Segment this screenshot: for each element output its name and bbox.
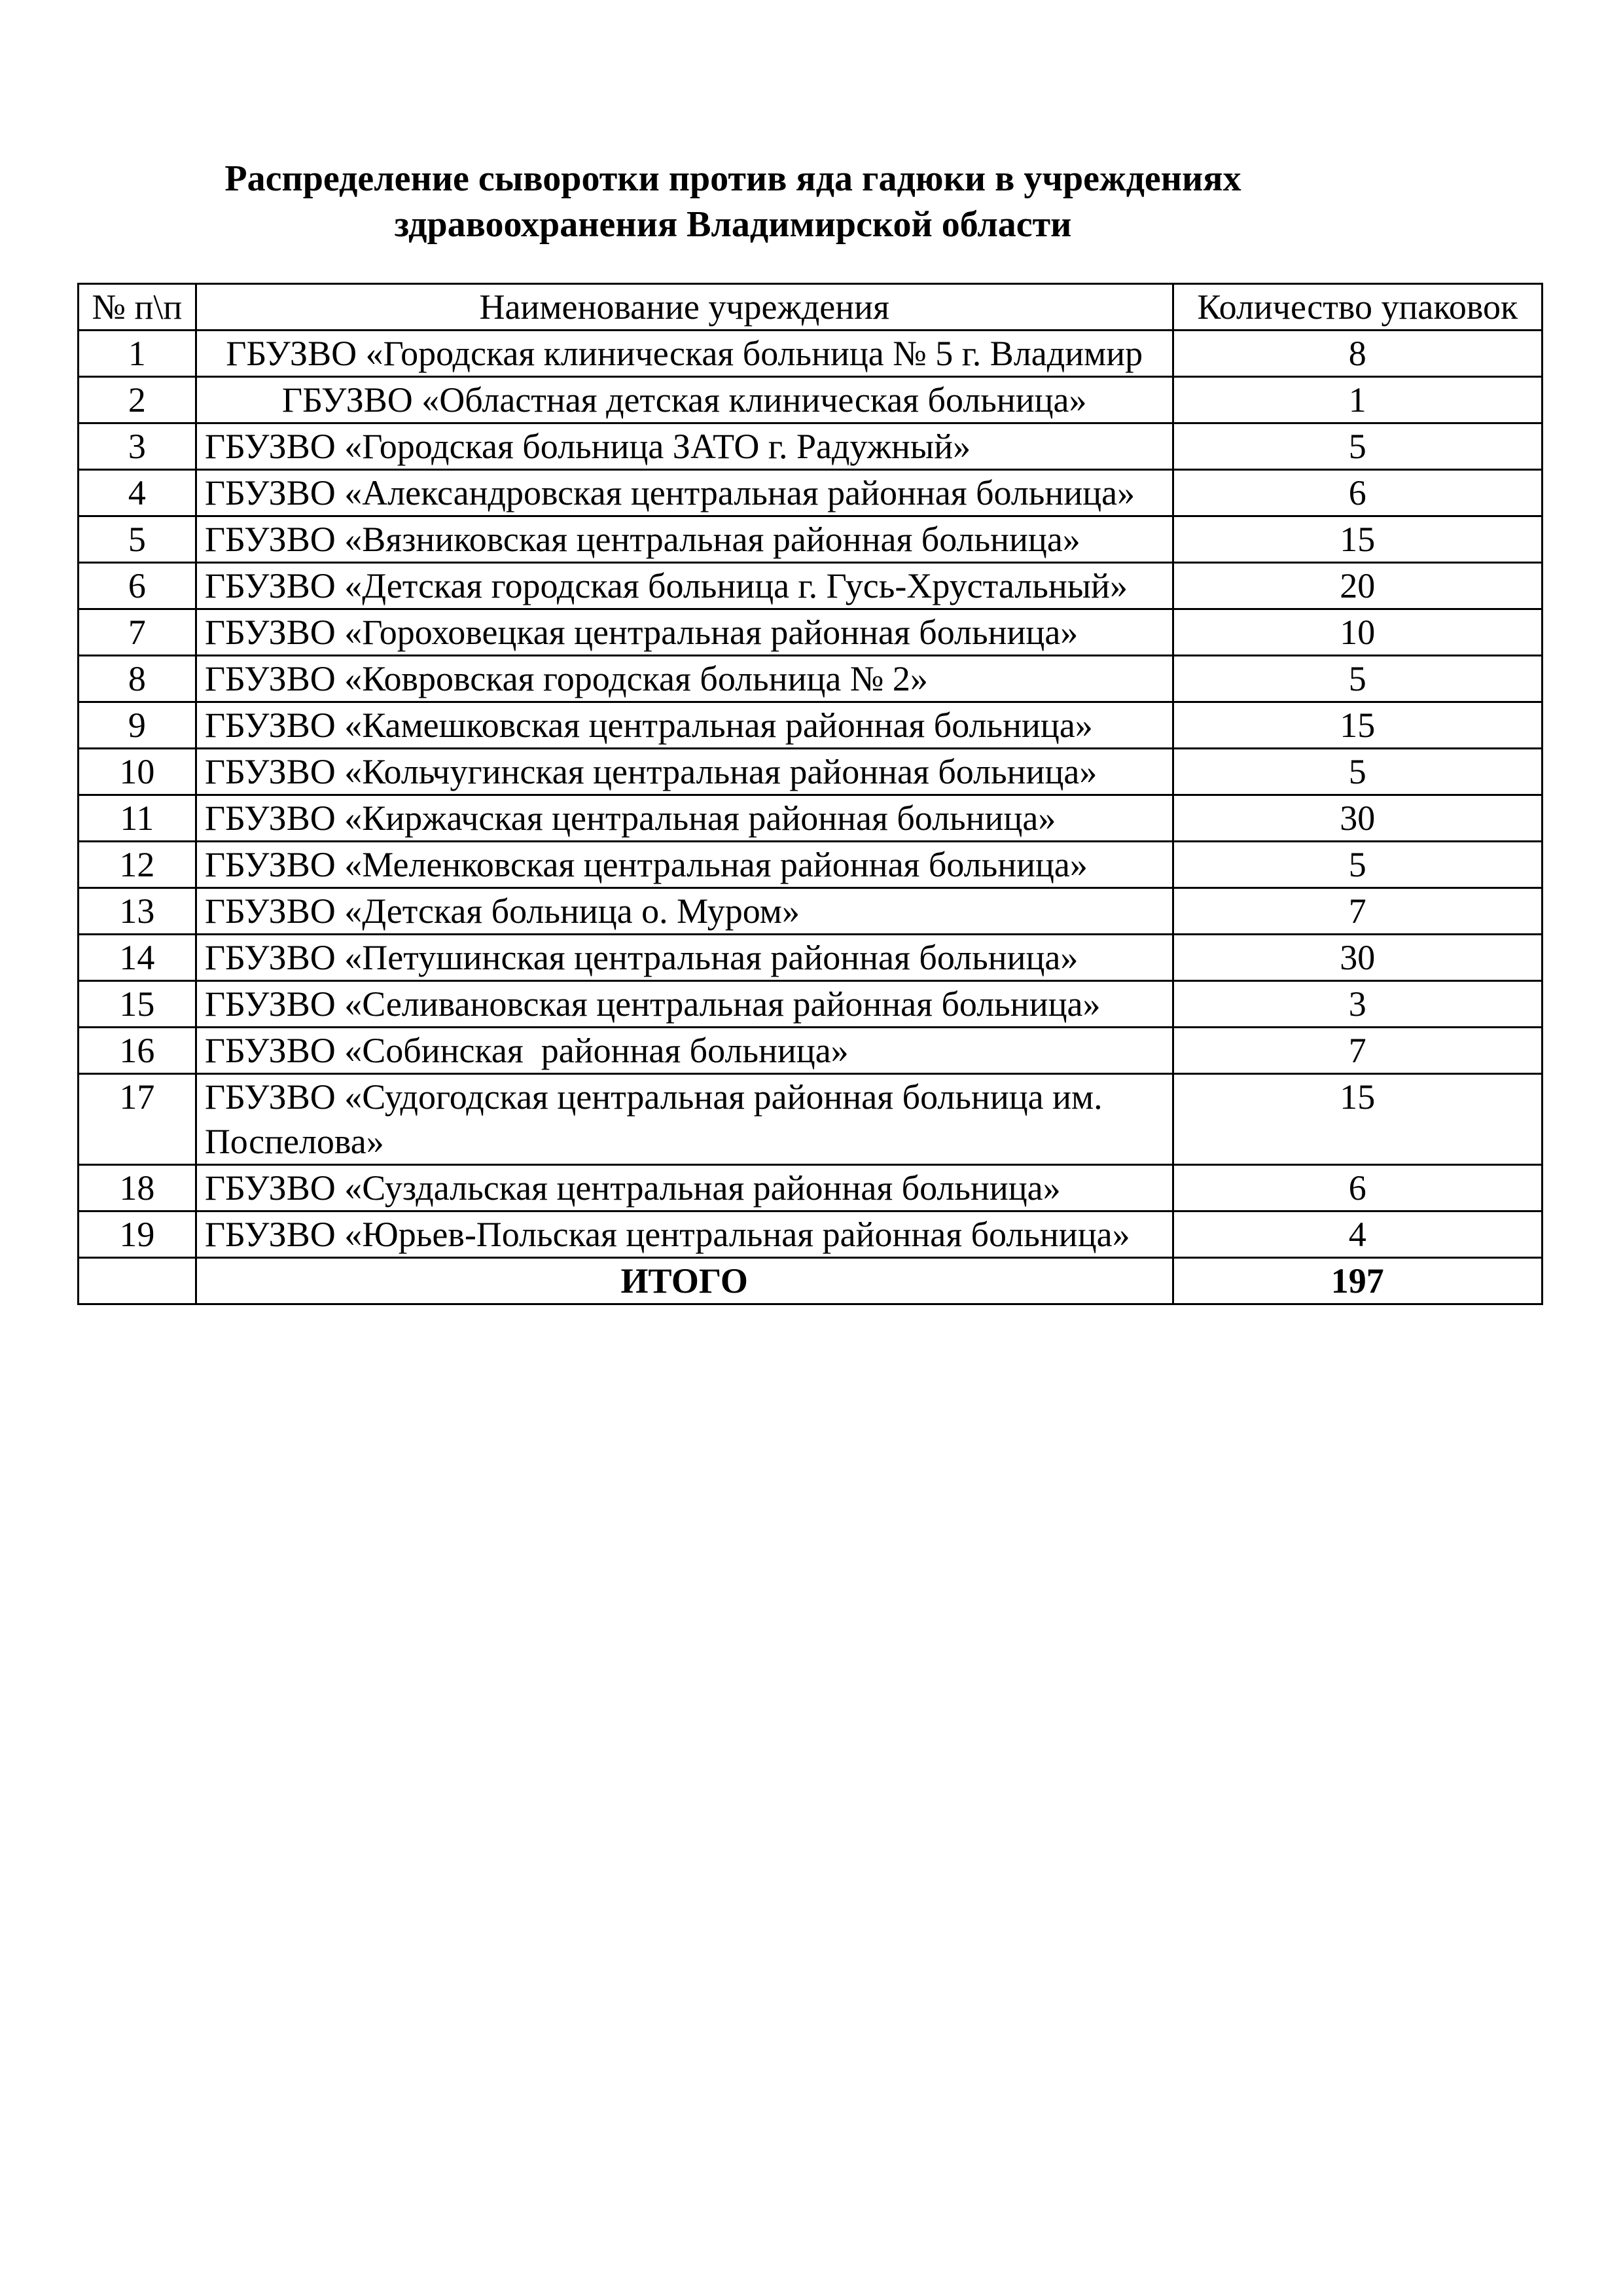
- row-number: 17: [79, 1074, 196, 1165]
- row-institution: ГБУЗВО «Петушинская центральная районная больница»: [196, 935, 1173, 981]
- table-row: [79, 842, 1543, 888]
- table-row: [79, 516, 1543, 563]
- total-label: ИТОГО: [196, 1258, 1173, 1304]
- row-number: 1: [79, 331, 196, 377]
- row-quantity: 15: [1173, 516, 1542, 563]
- row-number: 10: [79, 749, 196, 795]
- row-number: 12: [79, 842, 196, 888]
- table-row: [79, 795, 1543, 842]
- header-number: № п\п: [79, 284, 196, 331]
- table-row: [79, 1074, 1543, 1165]
- title-line-2: здравоохранения Владимирской области: [394, 204, 1072, 245]
- row-number: 8: [79, 656, 196, 702]
- row-number: 7: [79, 609, 196, 656]
- row-quantity: 4: [1173, 1211, 1542, 1258]
- table-total-row: [79, 1258, 1543, 1304]
- total-value: 197: [1173, 1258, 1542, 1304]
- distribution-table: [77, 283, 1543, 1305]
- total-empty-cell: [79, 1258, 196, 1304]
- row-quantity: 15: [1173, 1074, 1542, 1165]
- row-quantity: 1: [1173, 377, 1542, 423]
- table-row: [79, 470, 1543, 516]
- row-quantity: 5: [1173, 749, 1542, 795]
- table-row: [79, 377, 1543, 423]
- row-quantity: 6: [1173, 470, 1542, 516]
- table-row: [79, 935, 1543, 981]
- row-quantity: 30: [1173, 795, 1542, 842]
- table-row: [79, 1028, 1543, 1074]
- header-package-count: Количество упаковок: [1173, 284, 1542, 331]
- row-quantity: 7: [1173, 888, 1542, 935]
- table-row: [79, 1165, 1543, 1211]
- row-institution: ГБУЗВО «Юрьев-Польская центральная районная больница»: [196, 1211, 1173, 1258]
- table-header-row: [79, 284, 1543, 331]
- row-institution: ГБУЗВО «Меленковская центральная районная больница»: [196, 842, 1173, 888]
- row-number: 9: [79, 702, 196, 749]
- row-number: 11: [79, 795, 196, 842]
- row-number: 4: [79, 470, 196, 516]
- table-row: [79, 331, 1543, 377]
- row-number: 15: [79, 981, 196, 1028]
- row-quantity: 7: [1173, 1028, 1542, 1074]
- row-quantity: 20: [1173, 563, 1542, 609]
- row-institution: ГБУЗВО «Детская городская больница г. Гусь-Хрустальный»: [196, 563, 1173, 609]
- header-institution-name: Наименование учреждения: [196, 284, 1173, 331]
- row-quantity: 3: [1173, 981, 1542, 1028]
- table-row: [79, 609, 1543, 656]
- row-quantity: 15: [1173, 702, 1542, 749]
- row-number: 14: [79, 935, 196, 981]
- row-institution: ГБУЗВО «Судогодская центральная районная больница им. Поспелова»: [196, 1074, 1173, 1165]
- table-row: [79, 656, 1543, 702]
- row-number: 5: [79, 516, 196, 563]
- row-institution: ГБУЗВО «Детская больница о. Муром»: [196, 888, 1173, 935]
- table-row: [79, 1211, 1543, 1258]
- row-number: 6: [79, 563, 196, 609]
- row-quantity: 6: [1173, 1165, 1542, 1211]
- table-row: [79, 888, 1543, 935]
- row-institution: ГБУЗВО «Ковровская городская больница № 2»: [196, 656, 1173, 702]
- row-quantity: 5: [1173, 423, 1542, 470]
- row-institution: ГБУЗВО «Александровская центральная районная больница»: [196, 470, 1173, 516]
- row-quantity: 10: [1173, 609, 1542, 656]
- table-row: [79, 563, 1543, 609]
- table-row: [79, 423, 1543, 470]
- row-institution: ГБУЗВО «Вязниковская центральная районная больница»: [196, 516, 1173, 563]
- title-line-1: Распределение сыворотки против яда гадюки в учреждениях: [224, 158, 1241, 199]
- row-number: 3: [79, 423, 196, 470]
- row-institution: ГБУЗВО «Собинская районная больница»: [196, 1028, 1173, 1074]
- row-number: 13: [79, 888, 196, 935]
- row-quantity: 8: [1173, 331, 1542, 377]
- row-institution: ГБУЗВО «Городская больница ЗАТО г. Радужный»: [196, 423, 1173, 470]
- document-title: [196, 156, 1270, 247]
- table-row: [79, 749, 1543, 795]
- row-number: 19: [79, 1211, 196, 1258]
- row-quantity: 5: [1173, 656, 1542, 702]
- row-institution: ГБУЗВО «Суздальская центральная районная больница»: [196, 1165, 1173, 1211]
- row-institution: ГБУЗВО «Киржачская центральная районная больница»: [196, 795, 1173, 842]
- row-quantity: 30: [1173, 935, 1542, 981]
- row-number: 18: [79, 1165, 196, 1211]
- row-institution: ГБУЗВО «Селивановская центральная районная больница»: [196, 981, 1173, 1028]
- row-number: 2: [79, 377, 196, 423]
- row-institution: ГБУЗВО «Кольчугинская центральная районная больница»: [196, 749, 1173, 795]
- row-institution: ГБУЗВО «Городская клиническая больница № 5 г. Владимир: [196, 331, 1173, 377]
- table-row: [79, 702, 1543, 749]
- row-institution: ГБУЗВО «Областная детская клиническая больница»: [196, 377, 1173, 423]
- table-row: [79, 981, 1543, 1028]
- row-number: 16: [79, 1028, 196, 1074]
- row-institution: ГБУЗВО «Гороховецкая центральная районная больница»: [196, 609, 1173, 656]
- row-institution: ГБУЗВО «Камешковская центральная районная больница»: [196, 702, 1173, 749]
- row-quantity: 5: [1173, 842, 1542, 888]
